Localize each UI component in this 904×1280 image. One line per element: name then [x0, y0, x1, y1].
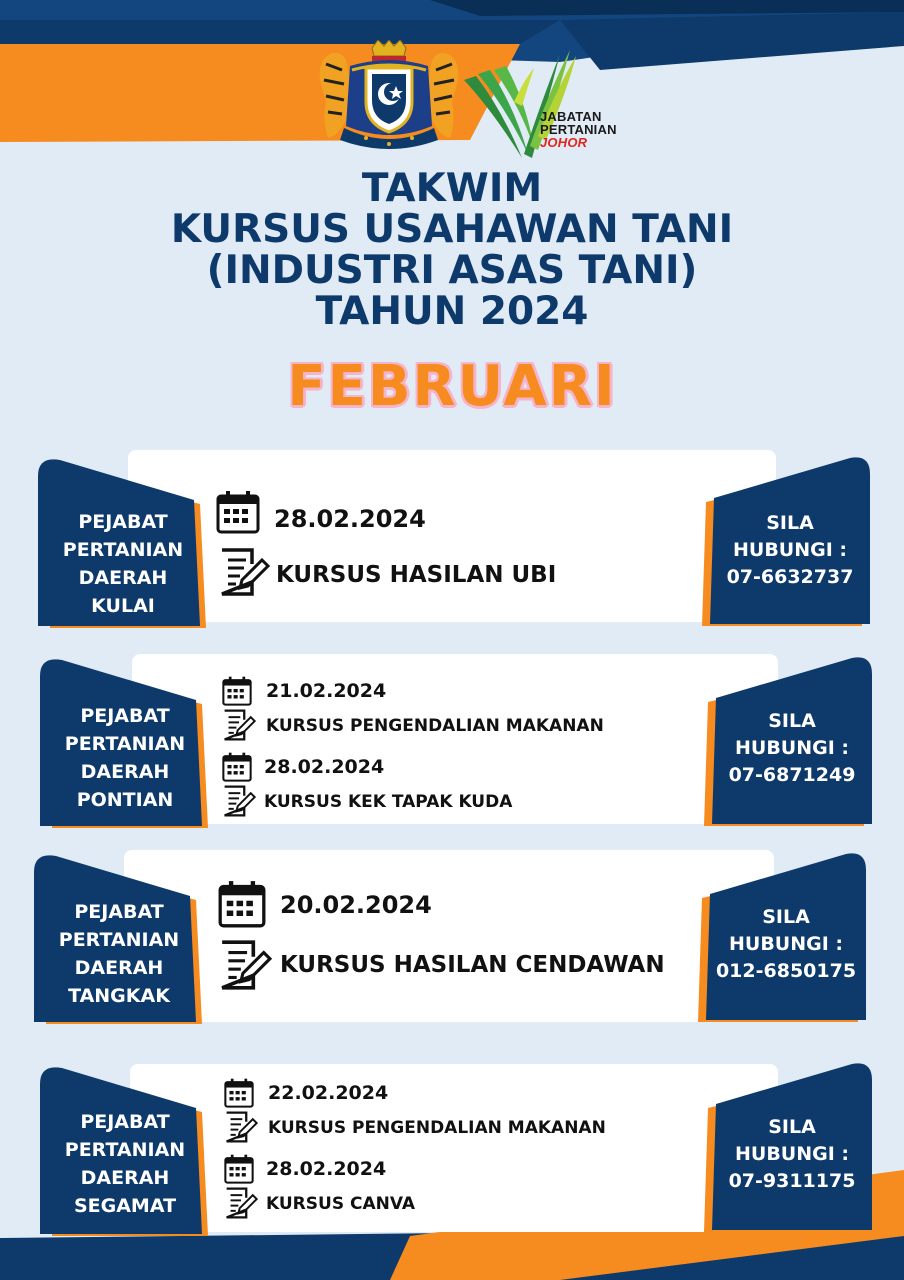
document-pen-icon: [222, 784, 256, 818]
calendar-icon: [222, 752, 252, 782]
office-name-line: DAERAH: [78, 567, 168, 589]
office-name: [40, 702, 210, 814]
office-name-line: PERTANIAN: [64, 1139, 186, 1161]
wordmark-highlight: JOHOR: [540, 135, 588, 150]
office-row-segamat: [0, 1064, 904, 1236]
course-title: KURSUS PENGENDALIAN MAKANAN: [266, 716, 604, 736]
course-title: KURSUS KEK TAPAK KUDA: [264, 792, 513, 812]
office-name-line: PEJABAT: [80, 705, 170, 727]
contact-line: SILA: [762, 906, 810, 928]
contact-line: SILA: [768, 710, 816, 732]
contact-tab: [704, 654, 874, 826]
document-pen-icon: [224, 1110, 258, 1144]
course-date: 20.02.2024: [280, 891, 432, 919]
contact-line: HUBUNGI :: [728, 933, 844, 955]
phone-number: 07-6871249: [728, 764, 856, 786]
course-date: 22.02.2024: [268, 1082, 389, 1104]
contact-line: HUBUNGI :: [734, 737, 850, 759]
calendar-icon: [222, 676, 252, 706]
office-name-line: SEGAMAT: [73, 1195, 177, 1217]
contact-line: SILA: [766, 512, 814, 534]
office-name: [34, 898, 204, 1010]
wordmark-line: PERTANIAN: [540, 122, 617, 137]
phone-number: 012-6850175: [715, 960, 857, 982]
office-name-line: PERTANIAN: [64, 733, 186, 755]
contact-line: SILA: [768, 1116, 816, 1138]
office-tab: [40, 1064, 210, 1236]
month-heading: FEBRUARI: [287, 354, 617, 419]
title-line: TAHUN 2024: [315, 289, 589, 334]
course-title: KURSUS HASILAN CENDAWAN: [280, 952, 665, 978]
contact-info: [712, 708, 872, 789]
office-tab: [34, 852, 204, 1024]
office-name-line: PONTIAN: [76, 789, 174, 811]
office-row-pontian: [0, 654, 904, 830]
office-name-line: PEJABAT: [80, 1111, 170, 1133]
office-name-line: DAERAH: [80, 761, 170, 783]
office-tab: [40, 656, 210, 828]
office-name-line: DAERAH: [74, 957, 164, 979]
calendar-icon: [216, 490, 260, 534]
office-name: [40, 1108, 210, 1220]
course-date: 28.02.2024: [264, 756, 385, 778]
document-pen-icon: [224, 1186, 258, 1220]
calendar-icon: [224, 1078, 254, 1108]
contact-info: [706, 904, 866, 985]
title-line: (INDUSTRI ASAS TANI): [206, 248, 698, 293]
calendar-icon: [224, 1154, 254, 1184]
course-date: 28.02.2024: [266, 1158, 387, 1180]
office-name-line: PEJABAT: [78, 511, 168, 533]
phone-number: 07-6632737: [726, 566, 854, 588]
contact-line: HUBUNGI :: [732, 539, 848, 561]
office-name-line: TANGKAK: [68, 985, 170, 1007]
johor-state-crest: [316, 40, 462, 152]
office-name-line: DAERAH: [80, 1167, 170, 1189]
document-pen-icon: [222, 708, 256, 742]
contact-line: HUBUNGI :: [734, 1143, 850, 1165]
contact-tab: [698, 850, 868, 1022]
document-pen-icon: [218, 546, 270, 598]
calendar-icon: [218, 880, 266, 928]
office-name-line: PEJABAT: [74, 901, 164, 923]
title-line: KURSUS USAHAWAN TANI: [170, 207, 734, 252]
wordmark-line: JABATAN: [540, 109, 602, 124]
document-pen-icon: [218, 938, 272, 992]
phone-number: 07-9311175: [728, 1170, 856, 1192]
contact-tab: [704, 1060, 874, 1232]
course-date: 28.02.2024: [274, 505, 426, 533]
course-date: 21.02.2024: [266, 680, 387, 702]
course-title: KURSUS HASILAN UBI: [276, 562, 557, 588]
office-name-line: KULAI: [91, 595, 155, 617]
course-title: KURSUS CANVA: [266, 1194, 415, 1214]
contact-info: [710, 510, 870, 591]
contact-info: [712, 1114, 872, 1195]
office-name-line: PERTANIAN: [62, 539, 184, 561]
course-panel: [124, 850, 774, 1022]
title-line: TAKWIM: [361, 166, 543, 211]
office-name-line: PERTANIAN: [58, 929, 180, 951]
contact-tab: [702, 454, 872, 626]
office-row-tangkak: [0, 850, 904, 1026]
page-title: [0, 168, 904, 332]
office-row-kulai: [0, 450, 904, 630]
office-name: [38, 508, 208, 620]
jabatan-pertanian-wordmark: [540, 110, 617, 149]
office-tab: [38, 456, 208, 628]
course-title: KURSUS PENGENDALIAN MAKANAN: [268, 1118, 606, 1138]
